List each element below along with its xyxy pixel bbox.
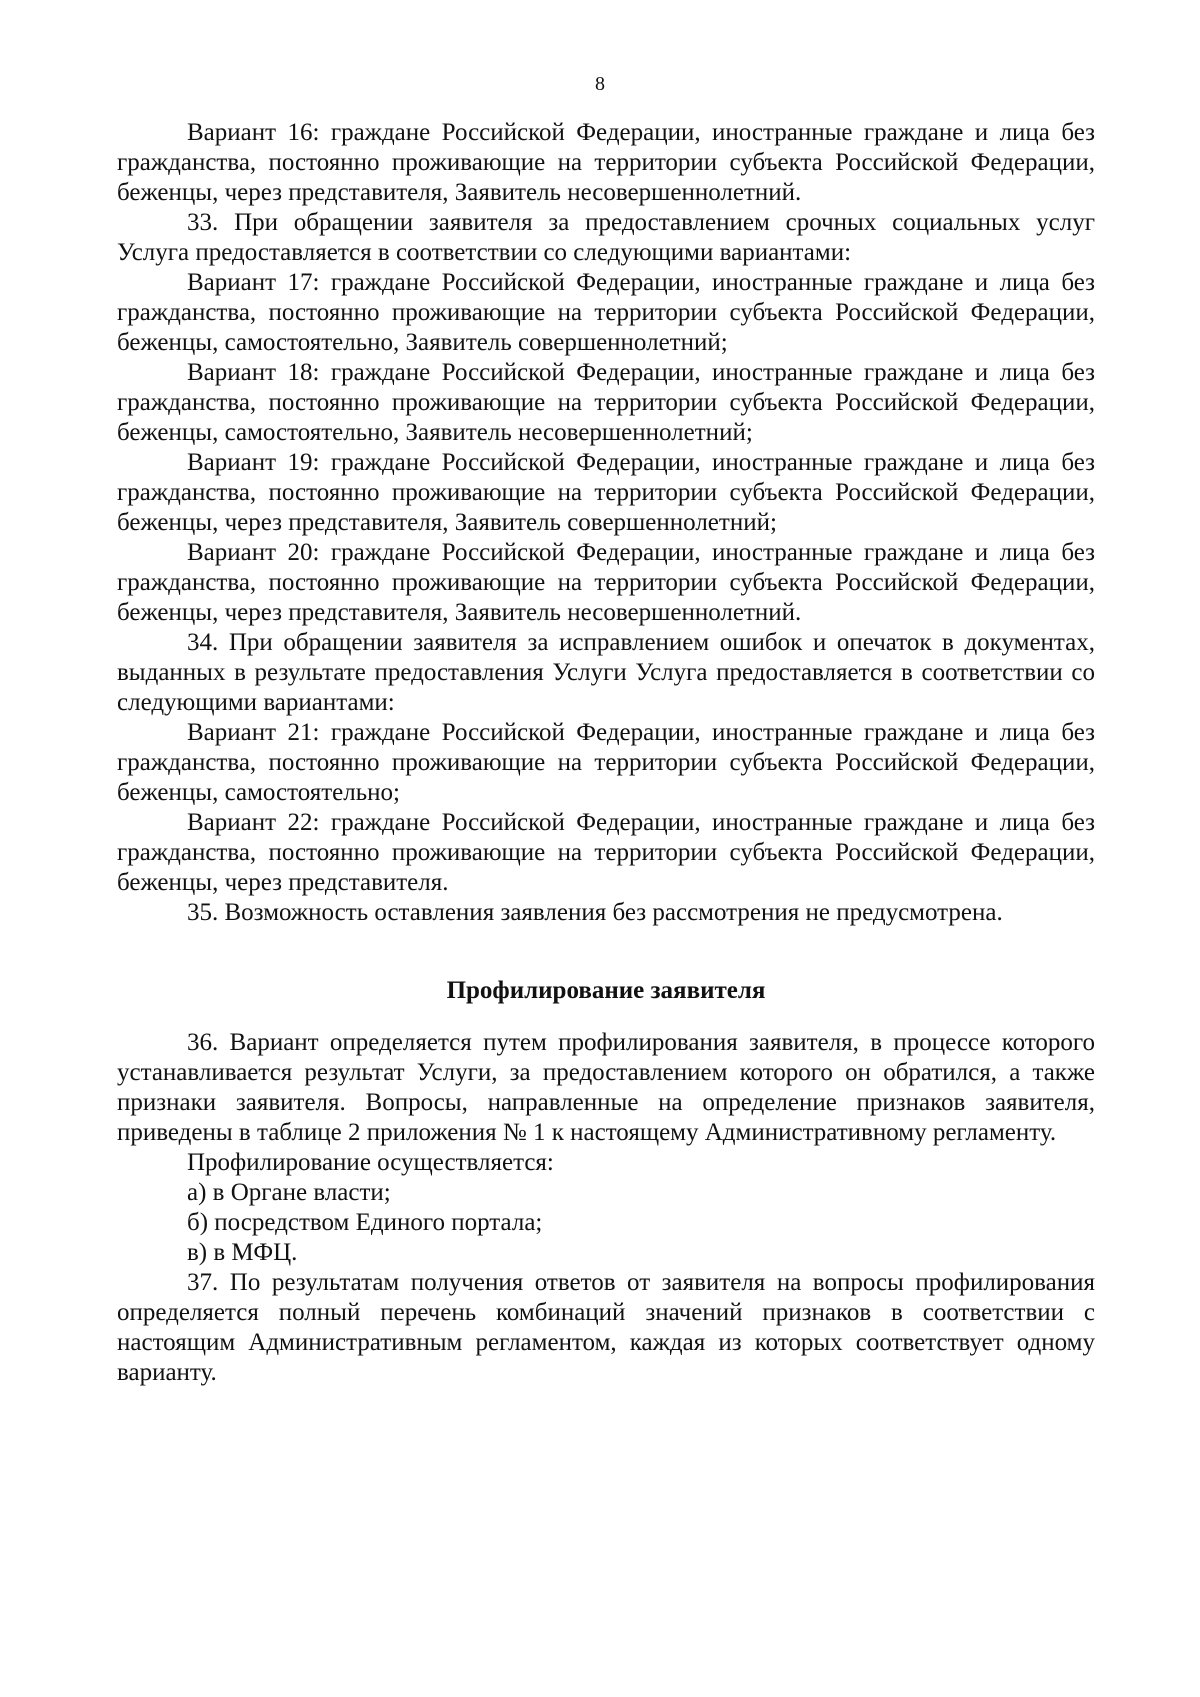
list-item-b: б) посредством Единого портала; (187, 1209, 543, 1236)
paragraph-33: 33. При обращении заявителя за предоставлением срочных социальных услуг Услуга предоставляется в соответствии со следующими вариантами: (117, 209, 1095, 266)
paragraph-34: 34. При обращении заявителя за исправлением ошибок и опечаток в документах, выданных в результате предоставления Услуги Услуга предоставляется в соответствии со следующими вариантами: (117, 629, 1095, 716)
paragraph-variant-20: Вариант 20: граждане Российской Федерации, иностранные граждане и лица без гражданства, постоянно проживающие на территории субъекта Российской Федерации, беженцы, через представителя, Заявитель несовершеннолетний. (117, 539, 1095, 626)
paragraph-variant-16: Вариант 16: граждане Российской Федерации, иностранные граждане и лица без гражданства, постоянно проживающие на территории субъекта Российской Федерации, беженцы, через представителя, Заявитель несовершеннолетний. (117, 119, 1095, 206)
paragraph-variant-19: Вариант 19: граждане Российской Федерации, иностранные граждане и лица без гражданства, постоянно проживающие на территории субъекта Российской Федерации, беженцы, через представителя, Заявитель совершеннолетний; (117, 449, 1095, 536)
document-body (117, 118, 1095, 1388)
section-heading: Профилирование заявителя (446, 977, 766, 1004)
paragraph-variant-21: Вариант 21: граждане Российской Федерации, иностранные граждане и лица без гражданства, постоянно проживающие на территории субъекта Российской Федерации, беженцы, самостоятельно; (117, 719, 1095, 806)
paragraph-variant-18: Вариант 18: граждане Российской Федерации, иностранные граждане и лица без гражданства, постоянно проживающие на территории субъекта Российской Федерации, беженцы, самостоятельно, Заявитель несовершеннолетний; (117, 359, 1095, 446)
profiling-intro: Профилирование осуществляется: (187, 1149, 554, 1176)
paragraph-36: 36. Вариант определяется путем профилирования заявителя, в процессе которого устанавливается результат Услуги, за предоставлением которого он обратился, а также признаки заявителя. Вопросы, направленные на определение признаков заявителя, приведены в таблице 2 приложения № 1 к настоящему Административному регламенту. (117, 1029, 1095, 1146)
paragraph-variant-22: Вариант 22: граждане Российской Федерации, иностранные граждане и лица без гражданства, постоянно проживающие на территории субъекта Российской Федерации, беженцы, через представителя. (117, 809, 1095, 896)
paragraph-35: 35. Возможность оставления заявления без рассмотрения не предусмотрена. (187, 899, 1003, 926)
list-item-c: в) в МФЦ. (187, 1239, 298, 1266)
page-number: 8 (595, 73, 605, 95)
paragraph-37: 37. По результатам получения ответов от заявителя на вопросы профилирования определяется полный перечень комбинаций значений признаков в соответствии с настоящим Административным регламентом, каждая из которых соответствует одному варианту. (117, 1269, 1095, 1386)
list-item-a: а) в Органе власти; (187, 1179, 391, 1206)
paragraph-variant-17: Вариант 17: граждане Российской Федерации, иностранные граждане и лица без гражданства, постоянно проживающие на территории субъекта Российской Федерации, беженцы, самостоятельно, Заявитель совершеннолетний; (117, 269, 1095, 356)
